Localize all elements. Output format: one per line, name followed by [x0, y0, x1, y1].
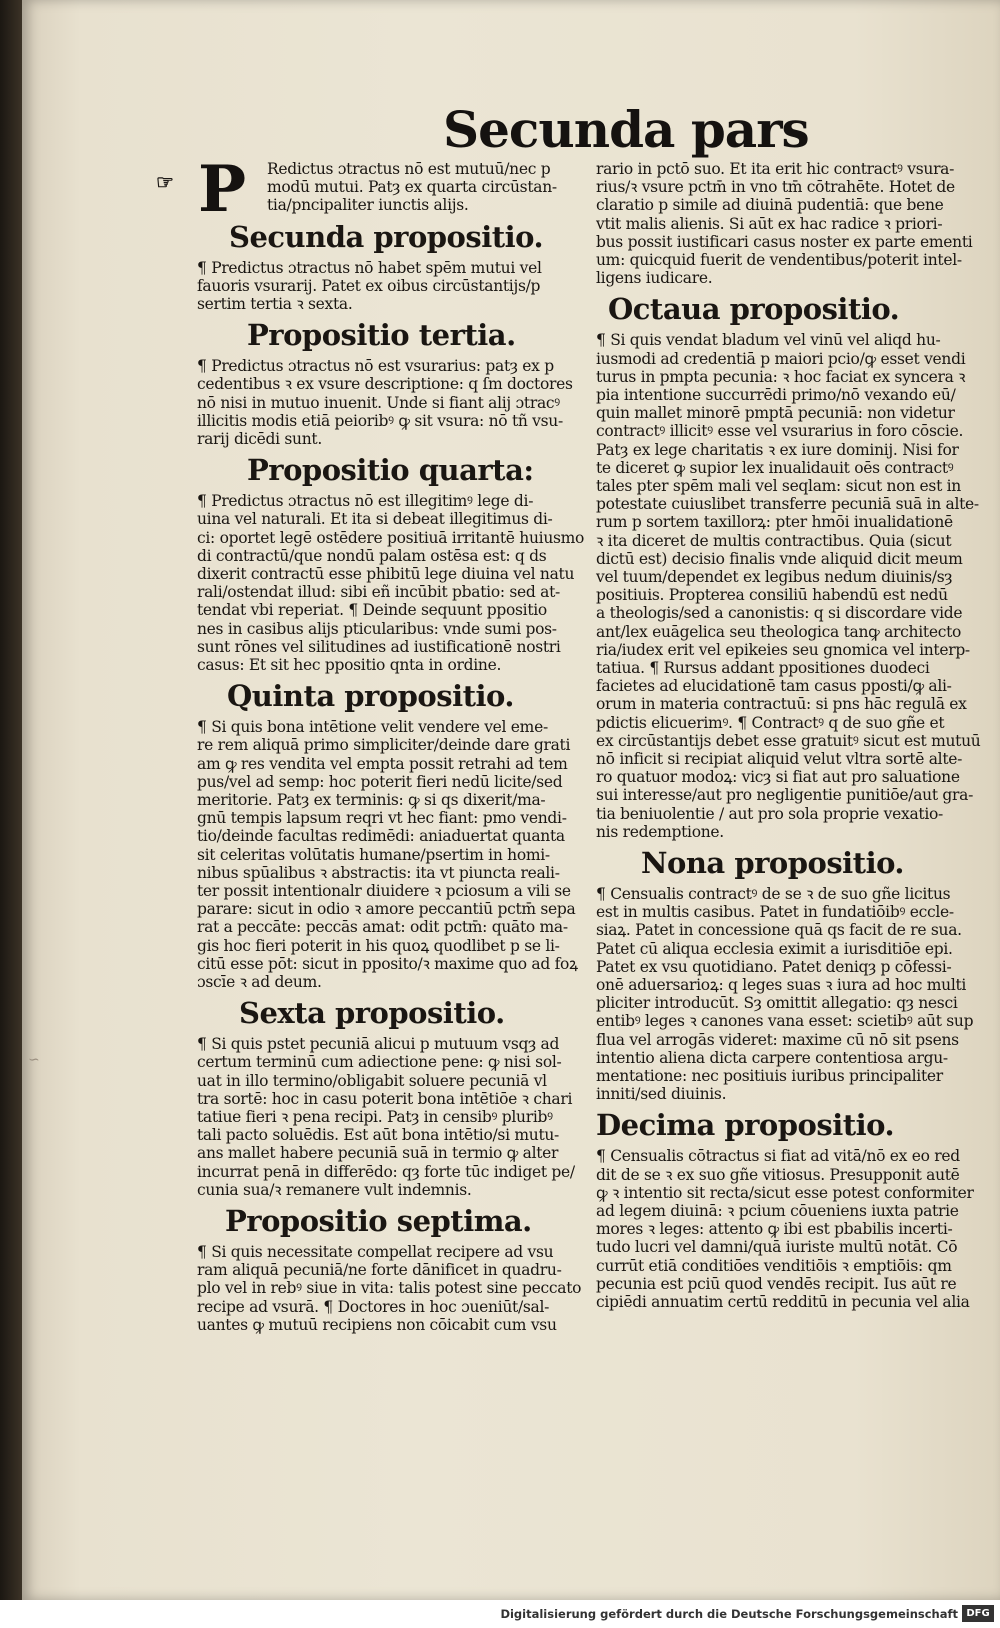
text-line: am ꝙ res vendita vel empta possit retrahi ad tem: [197, 754, 568, 773]
text-line: ¶ Predictus ɔtractus nō est vsurarius: patȝ ex p: [197, 357, 554, 376]
text-line: ꝛ ita diceret de multis contractibus. Quia (sicut: [596, 531, 952, 550]
text-line: tudo lucri vel damni/quā iuriste multū notāt. Cō: [596, 1238, 958, 1257]
pencil-mark: ∽: [28, 1052, 40, 1068]
text-line: cunia sua/ꝛ remanere vult indemnis.: [197, 1180, 472, 1199]
text-line: rius/ꝛ vsure pctm̄ in vno tm̄ cōtrahēte. Hotet de: [596, 178, 955, 197]
section-heading: Nona propositio.: [641, 846, 905, 880]
text-line: uina vel naturali. Et ita si debeat illegitimus di-: [197, 510, 553, 529]
text-line: entibꝰ leges ꝛ canones vana esset: scietibꝰ aūt sup: [596, 1012, 974, 1031]
text-line: bus possit iustificari casus noster ex parte ementi: [596, 232, 973, 251]
text-line: tra sortē: hoc in casu poterit bona intētiōe ꝛ chari: [197, 1089, 573, 1108]
text-line: orum in materia contractuū: si pns hāc regulā ex: [596, 695, 967, 714]
text-line: pia intentione succurrēdi primo/nō vexando eū/: [596, 386, 956, 404]
text-line: recipe ad vsurā. ¶ Doctores in hoc ɔueniūt/sal-: [197, 1297, 550, 1316]
text-line: casus: Et sit hec ppositio qnta in ordine.: [197, 656, 502, 674]
text-line: Patȝ ex lege charitatis ꝛ ex iure dominij. Nisi for: [596, 440, 959, 459]
text-line: vtit malis alienis. Si aūt ex hac radice ꝛ priori-: [596, 214, 943, 233]
text-line: inniti/sed diuinis.: [596, 1085, 727, 1104]
section-heading: Octaua propositio.: [608, 292, 900, 327]
text-line: dictū est) decisio finalis vnde aliquid dicit meum: [596, 549, 963, 568]
text-line: ligens iudicare.: [596, 269, 713, 288]
section-heading: Propositio quarta:: [247, 453, 534, 488]
text-line: cipiēdi annuatim certū redditū in pecunia vel alia: [596, 1293, 970, 1311]
text-line: nibus spūalibus ꝛ abstractis: ita vt piuncta reali-: [197, 863, 560, 882]
text-line: quin mallet minorē pmptā pecuniā: non videtur: [596, 404, 955, 423]
text-line: plo vel in rebꝰ siue in vita: talis potest sine peccato: [197, 1279, 582, 1298]
text-line: tia beniuolentie / aut pro sola proprie vexatio-: [596, 804, 943, 823]
text-line: iusmodi ad credentiā p maiori pcio/ꝙ esset vendi: [596, 349, 966, 368]
text-line: claratio p simile ad diuinā pudentiā: que bene: [596, 196, 944, 215]
text-line: uat in illo termino/obligabit soluere pecuniā vl: [197, 1071, 547, 1090]
text-line: potestate cuiuslibet transferre pecuniā suā in alte-: [596, 495, 979, 514]
section-heading: Sexta propositio.: [239, 996, 505, 1031]
digitization-footer: [0, 1600, 1000, 1628]
text-line: positiuis. Propterea consiliū habendū est nedū: [596, 586, 948, 605]
text-line: cedentibus ꝛ ex vsure descriptione: q ſm doctores: [197, 375, 573, 394]
text-line: tali pacto soluēdis. Est aūt bona intētio/si mutu-: [197, 1126, 559, 1145]
section-heading: Propositio septima.: [225, 1204, 532, 1238]
text-line: rum p sortem taxillorꝝ: pter hmōi inualidationē: [596, 513, 953, 532]
text-line: contractꝰ illicitꝰ esse vel vsurarius in foro cōscie.: [596, 422, 964, 441]
text-line: sertim tertia ꝛ sexta.: [197, 295, 353, 313]
text-line: re rem aliquā primo simpliciter/deinde dare grati: [197, 736, 571, 755]
text-line: nis redemptione.: [596, 822, 724, 841]
text-line: sunt rōnes vel silitudines ad iustificationē nostri: [197, 637, 561, 656]
text-line: ¶ Censualis contractꝰ de se ꝛ de suo gñe licitus: [596, 885, 951, 903]
text-line: flua vel arrogās videret: maxime cū nō sit psens: [596, 1030, 959, 1049]
text-line: fauoris vsurarij. Patet ex oibus circūstantijs/p: [197, 276, 541, 295]
text-line: nes in casibus alijs pticularibus: vnde sumi pos-: [197, 619, 557, 638]
text-line: nō inficit si recipiat aliquid velut vltra sortē alte-: [596, 750, 963, 768]
text-line: onē aduersarioꝝ: q leges suas ꝛ iura ad hoc multi: [596, 976, 967, 994]
dfg-logo: DFG: [962, 1605, 994, 1622]
text-line: ram aliquā pecuniā/ne forte dānificet in quadru-: [197, 1261, 562, 1280]
text-line: vel tuum/dependet ex legibus nedum diuinis/sȝ: [596, 568, 953, 586]
text-line: mentatione: nec positiuis iuribus principaliter: [596, 1067, 943, 1085]
text-line: di contractū/que nondū palam ostēsa est: q ds: [197, 546, 547, 565]
text-line: ant/lex euāgelica seu theologica tanꝙ architecto: [596, 622, 962, 641]
text-line: parare: sicut in odio ꝛ amore peccantiū pctm̄ sepa: [197, 900, 576, 919]
text-line: ¶ Predictus ɔtractus nō habet spēm mutui vel: [197, 258, 542, 277]
text-line: te diceret ꝙ supior lex inualidauit oēs contractꝰ: [596, 458, 954, 477]
text-line: a theologis/sed a canonistis: q si discordare vide: [596, 604, 963, 623]
text-line: pus/vel ad semp: hoc poterit fieri nedū licite/sed: [197, 772, 563, 791]
text-line: est in multis casibus. Patet in fundatiōibꝰ eccle-: [596, 903, 954, 922]
text-line: tio/deinde facultas redimēdi: aniaduertat quanta: [197, 827, 565, 846]
text-line: tales pter spēm mali vel seqlam: sicut non est in: [596, 477, 961, 495]
margin-mark: ☞: [156, 170, 174, 194]
section-heading: Secunda propositio.: [229, 219, 544, 254]
funding-credit: Digitalisierung gefördert durch die Deutsche Forschungsgemeinschaft: [500, 1607, 958, 1621]
book-spine: [0, 0, 22, 1600]
text-line: incurrat penā in differēdo: qȝ forte tūc indiget pe/: [197, 1162, 575, 1181]
text-line: citū esse pōt: sicut in pposito/ꝛ maxime quo ad foꝝ: [197, 954, 578, 973]
text-line: pecunia est pciū quod vendēs recipit. Ius aūt re: [596, 1274, 957, 1293]
section-heading: Quinta propositio.: [227, 679, 514, 714]
text-line: ¶ Si quis pstet pecuniā alicui p mutuum vsqȝ ad: [197, 1035, 560, 1054]
text-line: modū mutui. Patȝ ex quarta circūstan-: [267, 178, 557, 197]
text-line: ¶ Censualis cōtractus si fiat ad vitā/nō ex eo red: [596, 1147, 960, 1166]
text-line: dixerit contractū esse phibitū lege diuina vel natu: [197, 565, 575, 583]
text-line: ci: oportet legē ostēdere positiuā irritantē huiusmo: [197, 528, 585, 547]
running-title: Secunda pars: [443, 100, 809, 159]
text-line: uantes ꝙ mutuū recipiens non cōicabit cum vsu: [197, 1315, 557, 1334]
text-line: turus in pmpta pecunia: ꝛ hoc faciat ex syncera ꝛ: [596, 367, 966, 386]
text-line: tatiue fieri ꝛ pena recipi. Patȝ in censibꝰ pluribꝰ: [197, 1108, 553, 1126]
text-line: pliciter introducūt. Sȝ omittit allegatio: qȝ nesci: [596, 994, 958, 1013]
text-line: ¶ Si quis necessitate compellat recipere ad vsu: [197, 1243, 554, 1261]
text-line: sit celeritas volūtatis humane/psertim in homi-: [197, 845, 550, 864]
text-line: Redictus ɔtractus nō est mutuū/nec p: [267, 160, 551, 178]
text-line: tia/pncipaliter iunctis alijs.: [267, 196, 469, 215]
text-line: ex circūstantijs debet esse gratuitꝰ sicut est mutuū: [596, 731, 981, 750]
text-line: Patet cū aliqua ecclesia eximit a iurisditiōe epi.: [596, 939, 953, 958]
text-line: ad legem diuinā: ꝛ pcium cōueniens iuxta patrie: [596, 1202, 959, 1220]
text-line: tendat vbi reperiat. ¶ Deinde sequunt ppositio: [197, 601, 547, 620]
text-line: rali/ostendat illud: sibi eñ incūbit pbatio: sed at-: [197, 583, 560, 602]
text-line: ria/iudex erit vel epikeies seu gnomica vel interp-: [596, 640, 970, 659]
section-heading: Propositio tertia.: [247, 318, 516, 353]
text-line: rario in pctō suo. Et ita erit hic contractꝰ vsura-: [596, 160, 955, 178]
text-line: ɔscīe ꝛ ad deum.: [197, 973, 322, 991]
text-line: gis hoc fieri poterit in his quoꝝ quodlibet p se li-: [197, 936, 560, 955]
text-line: tatiua. ¶ Rursus addant ppositiones duodeci: [596, 659, 930, 677]
text-line: rarij dicēdi sunt.: [197, 430, 322, 448]
text-line: dit de se ꝛ ex suo gñe vitiosus. Presupponit autē: [596, 1165, 960, 1184]
text-line: siaꝝ. Patet in concessione quā qs facit de re sua.: [596, 921, 962, 940]
text-line: ¶ Predictus ɔtractus nō est illegitimꝰ lege di-: [197, 492, 534, 511]
text-line: facietes ad elucidationē tam casus pposti/ꝙ ali-: [596, 677, 952, 696]
text-line: currūt etiā conditiōes venditiōis ꝛ emptiōis: qm: [596, 1256, 952, 1275]
text-line: sui interesse/aut pro negligentie punitiōe/aut gra-: [596, 786, 974, 805]
text-line: ro quatuor modoꝝ: vicȝ si fiat aut pro saluatione: [596, 768, 960, 787]
decorated-initial: P: [198, 152, 247, 227]
text-line: meritorie. Patȝ ex terminis: ꝙ si qs dixerit/ma-: [197, 791, 546, 809]
section-heading: Decima propositio.: [596, 1108, 895, 1143]
text-line: ꝙ ꝛ intentio sit recta/sicut esse potest conformiter: [596, 1183, 974, 1202]
text-line: mores ꝛ leges: attento ꝙ ibi est pbabilis incerti-: [596, 1220, 953, 1239]
text-line: ter possit intentionalr diuidere ꝛ pciosum a vili se: [197, 882, 571, 900]
text-line: pdictis elicuerimꝰ. ¶ Contractꝰ q de suo gñe et: [596, 713, 945, 732]
text-line: ¶ Si quis bona intētione velit vendere vel eme-: [197, 718, 548, 737]
text-line: gnū tempis lapsum reqri vt hec fiant: pmo vendi-: [197, 809, 567, 828]
text-line: certum terminū cum adiectione pene: ꝙ nisi sol-: [197, 1053, 562, 1072]
text-line: nō nisi in mutuo inuenit. Unde si fiant alij ɔtracꝰ: [197, 393, 560, 412]
text-line: illicitis modis etiā peioribꝰ ꝙ sit vsura: nō tñ vsu-: [197, 411, 563, 430]
text-line: um: quicquid fuerit de vendentibus/poterit intel-: [596, 251, 962, 269]
text-line: rat a peccāte: peccās amat: odit pctm̄: quāto ma-: [197, 918, 568, 937]
text-line: ¶ Si quis vendat bladum vel vinū vel aliqd hu-: [596, 331, 941, 350]
text-line: intentio aliena dicta carpere contentiosa argu-: [596, 1048, 948, 1067]
text-line: Patet ex vsu quotidiano. Patet deniqȝ p cōfessi-: [596, 957, 952, 976]
text-line: ans mallet habere pecuniā suā in termio ꝙ alter: [197, 1144, 559, 1163]
